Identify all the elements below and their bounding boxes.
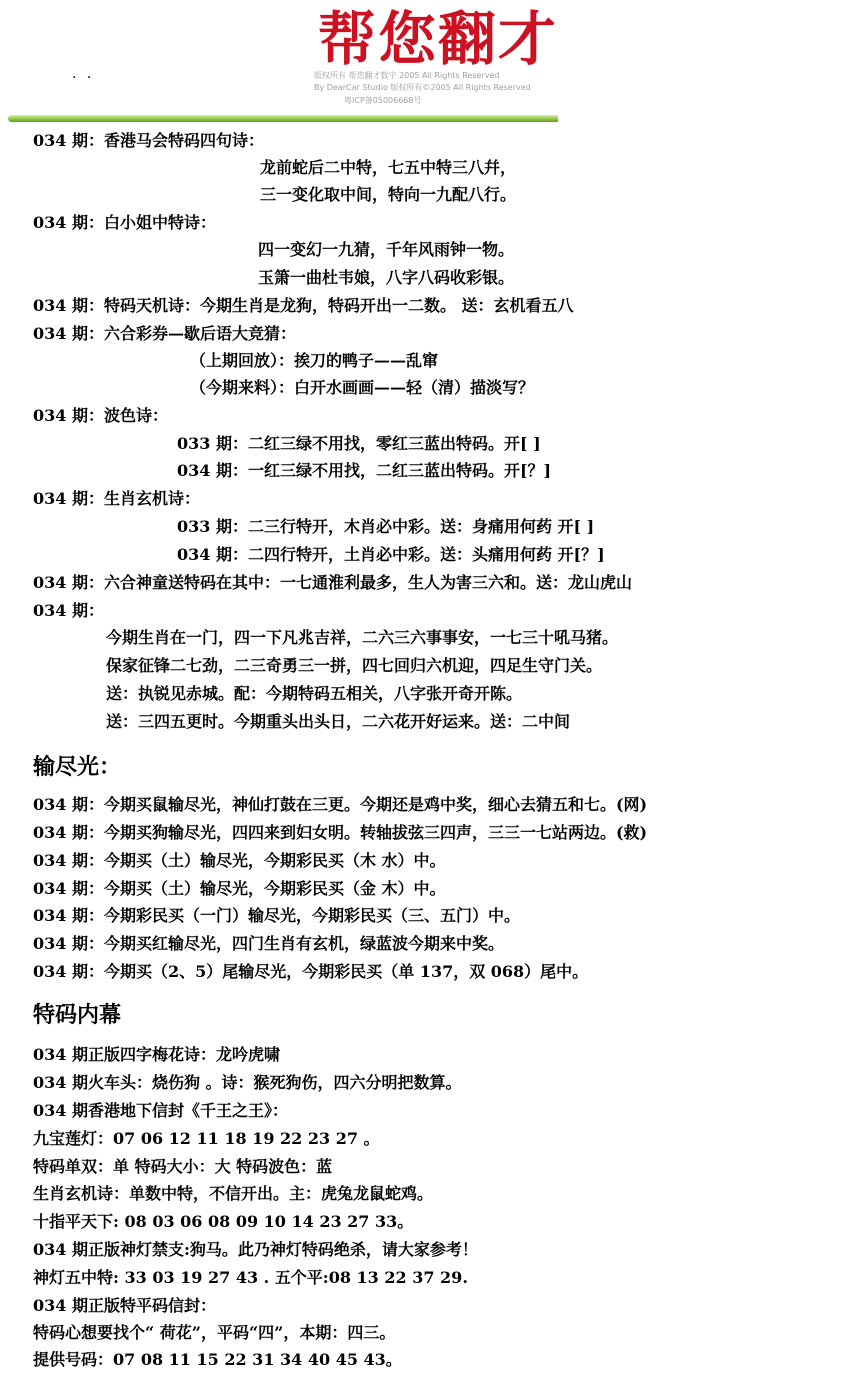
insider-line: 十指平天下: 08 03 06 08 09 10 14 23 27 33。 — [33, 1212, 414, 1231]
site-banner — [308, 0, 558, 115]
insider-line: 生肖玄机诗：单数中特，不信开出。主：虎兔龙鼠蛇鸡。 — [33, 1184, 434, 1203]
lose-all-line: 034 期：今期买狗输尽光，四四来到妇女明。转轴拔弦三四声，三三一七站两边。(救) — [33, 823, 648, 842]
verse-line: 送：三四五更时。今期重头出头日，二六花开好运来。送：二中间 — [106, 712, 571, 731]
lose-all-line: 034 期：今期买红输尽光，四门生肖有玄机，绿蓝波今期来中奖。 — [33, 934, 504, 953]
lose-all-line: 034 期：今期买（2、5）尾输尽光，今期彩民买（单 137，双 068）尾中。 — [33, 962, 589, 981]
zodiac-poem-heading: 034 期：生肖玄机诗： — [33, 489, 200, 508]
banner-title: 帮您翻才 — [318, 5, 558, 73]
color-poem-heading: 034 期：波色诗： — [33, 406, 168, 425]
banner-copyright-line: 版权所有 帮您翻才数字 2005 All Rights Reserved — [314, 71, 500, 80]
prodigy-line: 034 期：六合神童送特码在其中：一七通淮利最多，生人为害三六和。送：龙山虎山 — [33, 573, 632, 592]
insider-line: 九宝莲灯：07 06 12 11 18 19 22 23 27 。 — [33, 1129, 380, 1148]
verse-line: 保家征锋二七劲，二三奇勇三一拼，四七回归六机迎，四足生守门关。 — [106, 656, 603, 675]
riddle-heading: 034 期：六合彩券—歇后语大竞猜： — [33, 324, 296, 343]
insider-line: 特码心想要找个“ 荷花”，平码“四”，本期：四三。 — [33, 1323, 396, 1342]
banner-icp-line: 粤ICP备05006668号 — [344, 96, 422, 105]
period-label: 034 期： — [33, 601, 104, 620]
lose-all-line: 034 期：今期买（土）输尽光，今期彩民买（金 木）中。 — [33, 879, 446, 898]
color-poem-line: 033 期：二红三绿不用找，零红三蓝出特码。开[ ] — [177, 434, 541, 453]
lose-all-line: 034 期：今期买鼠输尽光，神仙打鼓在三更。今期还是鸡中奖，细心去猜五和七。(网) — [33, 795, 648, 814]
insider-line: 034 期火车头：烧伤狗 。诗：猴死狗伤，四六分明把数算。 — [33, 1073, 462, 1092]
tianji-poem: 034 期：特码天机诗：今期生肖是龙狗，特码开出一二数。 送：玄机看五八 — [33, 296, 574, 315]
insider-line: 特码单双：单 特码大小：大 特码波色：蓝 — [33, 1157, 333, 1176]
insider-line: 034 期正版特平码信封： — [33, 1296, 216, 1315]
section-heading-insider: 特码内幕 — [33, 1002, 122, 1028]
section-heading-lose-all: 输尽光： — [33, 754, 122, 780]
poem-heading-bxj: 034 期：白小姐中特诗： — [33, 213, 216, 232]
header-divider — [8, 115, 558, 122]
zodiac-poem-line: 033 期：二三行特开，木肖必中彩。送：身痛用何药 开[ ] — [177, 517, 595, 536]
poem-line: 龙前蛇后二中特，七五中特三八幷， — [260, 158, 517, 177]
verse-line: 今期生肖在一门，四一下凡兆吉祥，二六三六事事安，一七三十吼马猪。 — [106, 628, 619, 647]
insider-line: 034 期香港地下信封《千王之王》： — [33, 1101, 288, 1120]
insider-line: 神灯五中特: 33 03 19 27 43 . 五个平:08 13 22 37 29. — [33, 1268, 468, 1287]
poem-line: 玉箫一曲杜韦娘，八字八码收彩银。 — [258, 268, 515, 287]
riddle-line: （上期回放）：挨刀的鸭子——乱窜 — [190, 351, 439, 370]
poem-line: 四一变幻一九猜，千年风雨钟一物。 — [258, 240, 515, 259]
banner-studio-line: By DearCar Studio 版权所有©2005 All Rights Reserved — [314, 83, 531, 92]
header-dots: . . — [72, 66, 95, 82]
poem-heading-hk: 034 期：香港马会特码四句诗： — [33, 131, 264, 150]
insider-line: 034 期正版神灯禁支:狗马。此乃神灯特码绝杀，请大家参考！ — [33, 1240, 478, 1259]
insider-line: 034 期正版四字梅花诗：龙吟虎啸 — [33, 1045, 280, 1064]
verse-line: 送：执锐见赤城。配：今期特码五相关，八字张开奇开陈。 — [106, 684, 523, 703]
riddle-line: （今期来料）：白开水画画——轻（清）描淡写？ — [190, 378, 535, 397]
color-poem-line: 034 期：一红三绿不用找，二红三蓝出特码。开[？] — [177, 461, 552, 480]
poem-line: 三一变化取中间，特向一九配八行。 — [260, 185, 517, 204]
zodiac-poem-line: 034 期：二四行特开，土肖必中彩。送：头痛用何药 开[？] — [177, 545, 605, 564]
lose-all-line: 034 期：今期彩民买（一门）输尽光，今期彩民买（三、五门）中。 — [33, 906, 520, 925]
insider-line: 提供号码：07 08 11 15 22 31 34 40 45 43。 — [33, 1350, 402, 1369]
lose-all-line: 034 期：今期买（土）输尽光，今期彩民买（木 水）中。 — [33, 851, 446, 870]
